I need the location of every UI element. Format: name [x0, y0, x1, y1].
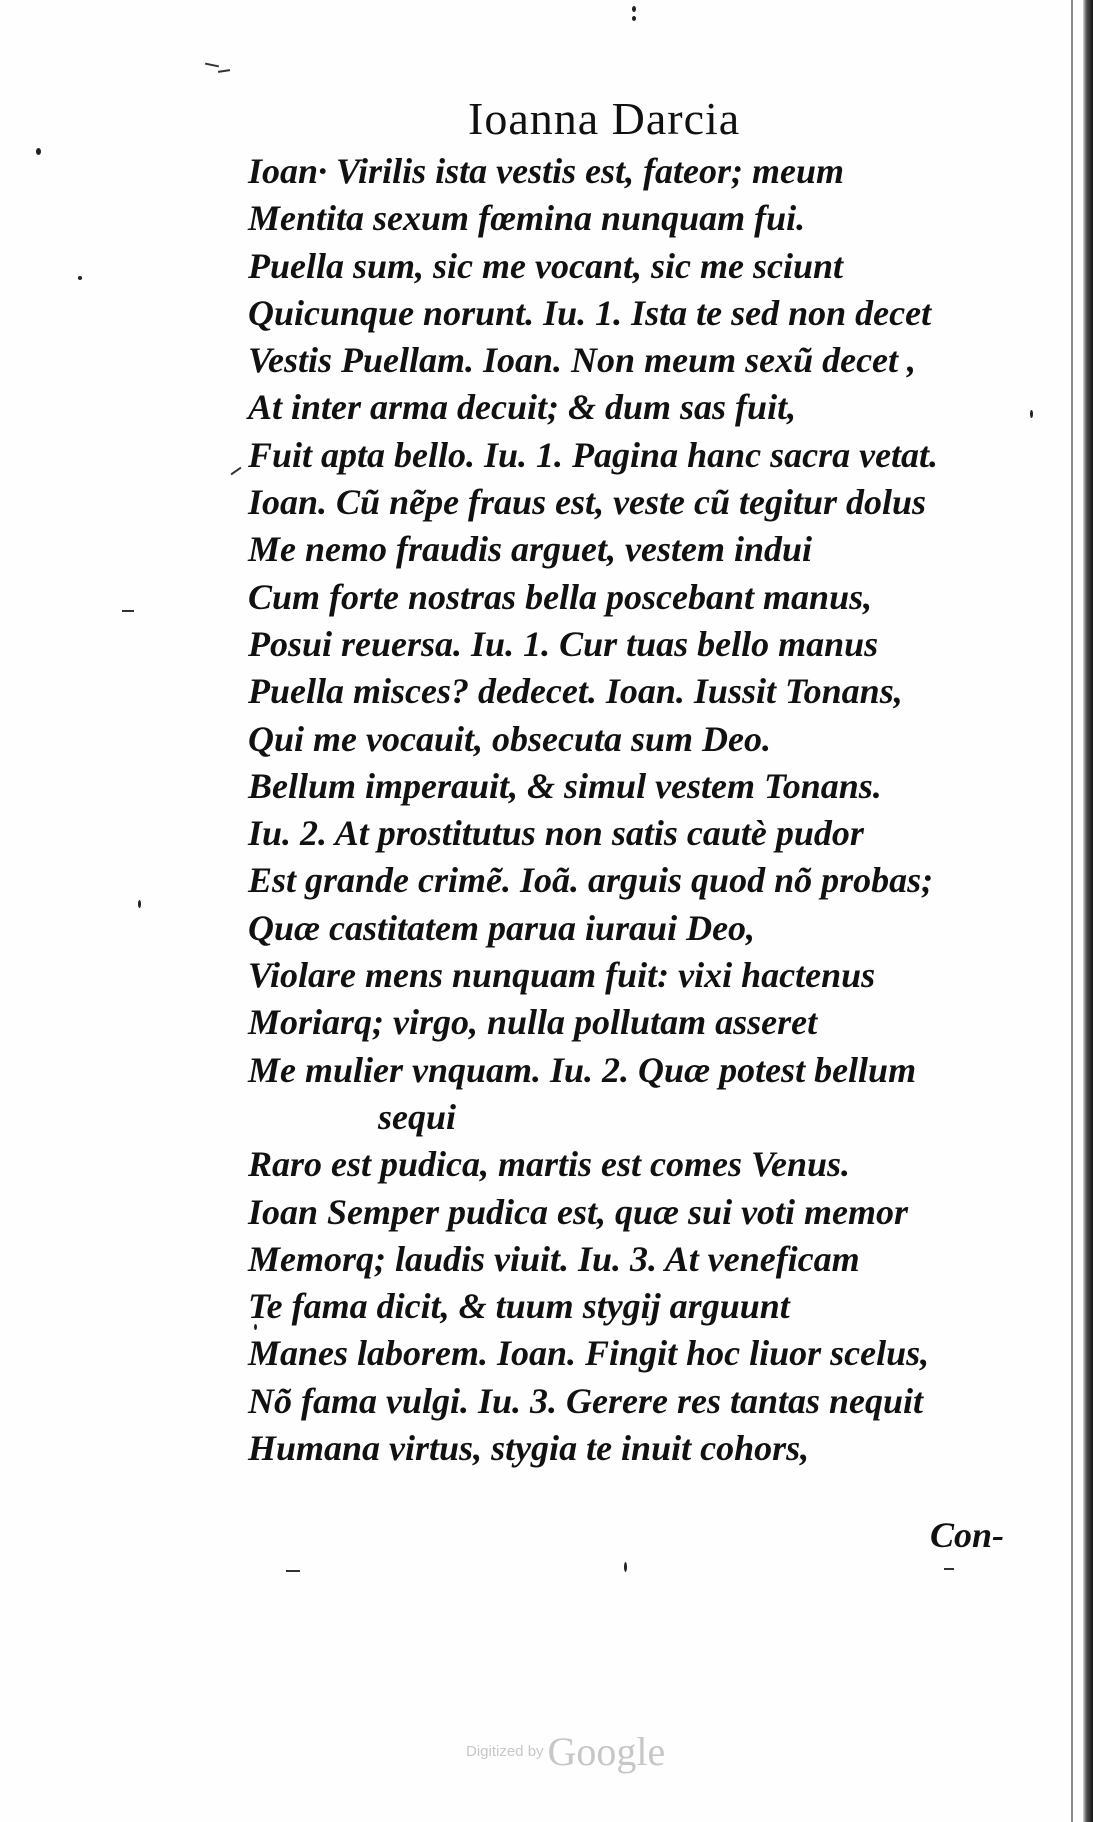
- verse-line: Me nemo fraudis arguet, vestem indui: [248, 529, 813, 570]
- verse-line: Mentita sexum fœmina nunquam fui.: [248, 198, 806, 239]
- verse-line: Ioan Semper pudica est, quæ sui voti memor: [248, 1191, 909, 1232]
- verse-text-block: [248, 148, 1028, 1472]
- scan-speck: [632, 16, 636, 21]
- page-edge-line: [1071, 0, 1073, 1822]
- verse-line: Posui reuersa. Iu. 1. Cur tuas bello manus: [248, 623, 879, 664]
- scan-speck: [138, 900, 141, 908]
- scan-mark: [286, 1570, 300, 1572]
- verse-line: Humana virtus, stygia te inuit cohors,: [248, 1428, 810, 1469]
- verse-line: Manes laborem. Ioan. Fingit hoc liuor scelus,: [248, 1333, 930, 1374]
- verse-line: Raro est pudica, martis est comes Venus.: [248, 1144, 851, 1185]
- verse-line: Moriarq; virgo, nulla pollutam asseret: [248, 1002, 818, 1043]
- google-logo: Google: [547, 1729, 666, 1774]
- digitization-watermark: [466, 1728, 665, 1775]
- scan-speck: [36, 148, 41, 155]
- watermark-prefix: Digitized by: [466, 1743, 544, 1760]
- verse-line: Iu. 2. At prostitutus non satis cautè pudor: [248, 813, 864, 854]
- scan-mark: [122, 610, 134, 612]
- book-gutter-edge: [1083, 0, 1093, 1822]
- scan-speck: [1030, 410, 1033, 418]
- verse-line: Ioan. Cũ nẽpe fraus est, veste cũ tegitur dolus: [248, 482, 927, 523]
- verse-line: Quicunque norunt. Iu. 1. Ista te sed non decet: [248, 292, 932, 333]
- verse-line: Cum forte nostras bella poscebant manus,: [248, 576, 873, 617]
- verse-line: Puella sum, sic me vocant, sic me sciunt: [248, 245, 843, 286]
- verse-line: At inter arma decuit; & dum sas fuit,: [248, 387, 797, 428]
- scan-speck: [78, 276, 82, 280]
- verse-line: Puella misces? dedecet. Ioan. Iussit Tonans,: [248, 671, 903, 712]
- verse-line: Bellum imperauit, & simul vestem Tonans.: [248, 765, 882, 806]
- verse-line: Quæ castitatem parua iuraui Deo,: [248, 907, 756, 948]
- catchword: Con-: [930, 1515, 1005, 1555]
- verse-line: Memorq; laudis viuit. Iu. 3. At veneficam: [248, 1238, 860, 1279]
- verse-line: Nõ fama vulgi. Iu. 3. Gerere res tantas nequit: [248, 1380, 924, 1421]
- verse-line: Vestis Puellam. Ioan. Non meum sexũ decet ,: [248, 340, 917, 381]
- verse-line-continuation: sequi: [378, 1096, 457, 1137]
- scan-mark: [205, 63, 219, 68]
- verse-line: Ioan· Virilis ista vestis est, fateor; meum: [248, 151, 845, 191]
- scan-mark: [944, 1568, 954, 1570]
- scan-mark: [218, 69, 230, 73]
- scan-mark: [231, 467, 242, 476]
- verse-line: Qui me vocauit, obsecuta sum Deo.: [248, 718, 771, 759]
- scan-speck: [632, 6, 636, 12]
- verse-line: Te fama dicit, & tuum stygij arguunt: [248, 1286, 790, 1327]
- verse-line: Violare mens nunquam fuit: vixi hactenus: [248, 955, 876, 996]
- verse-line: Est grande crimẽ. Ioã. arguis quod nõ probas;: [248, 860, 934, 901]
- verse-line: Me mulier vnquam. Iu. 2. Quæ potest bellum: [248, 1049, 917, 1090]
- verse-line: Fuit apta bello. Iu. 1. Pagina hanc sacra vetat.: [248, 434, 939, 475]
- scan-speck: [624, 1562, 627, 1572]
- running-head: Ioanna Darcia: [468, 93, 741, 144]
